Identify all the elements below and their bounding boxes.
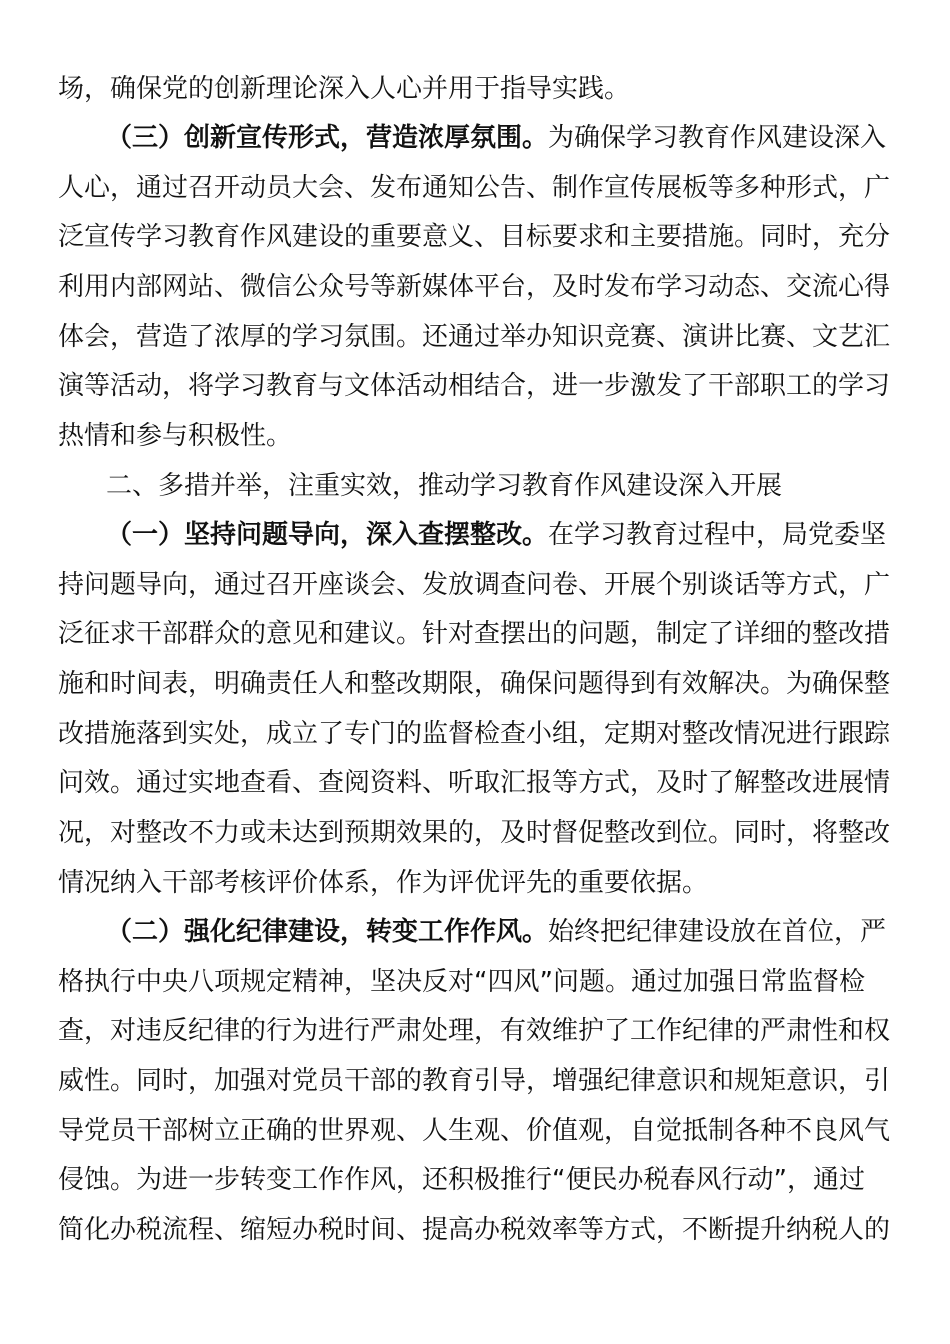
text-line: 持问题导向，通过召开座谈会、发放调查问卷、开展个别谈话等方式，广	[58, 570, 890, 600]
text-line: 场，确保党的创新理论深入人心并用于指导实践。	[58, 74, 631, 104]
text-line: 泛征求干部群众的意见和建议。针对查摆出的问题，制定了详细的整改措	[58, 619, 890, 649]
text-line: 泛宣传学习教育作风建设的重要意义、目标要求和主要措施。同时，充分	[58, 222, 890, 252]
text-line: 威性。同时，加强对党员干部的教育引导，增强纪律意识和规矩意识，引	[58, 1066, 890, 1096]
subsection-heading: （二）强化纪律建设，转变工作作风。	[106, 917, 549, 947]
text-line: 演等活动，将学习教育与文体活动相结合，进一步激发了干部职工的学习	[58, 371, 890, 401]
subsection-heading-line: （三）创新宣传形式，营造浓厚氛围。为确保学习教育作风建设深入	[106, 123, 887, 153]
text-line: 改措施落到实处，成立了专门的监督检查小组，定期对整改情况进行跟踪	[58, 719, 890, 749]
text-line: 导党员干部树立正确的世界观、人生观、价值观，自觉抵制各种不良风气	[58, 1116, 890, 1146]
text-line: 简化办税流程、缩短办税时间、提高办税效率等方式，不断提升纳税人的	[58, 1215, 890, 1245]
text-line: 利用内部网站、微信公众号等新媒体平台，及时发布学习动态、交流心得	[58, 272, 890, 302]
text-line: 情况纳入干部考核评价体系，作为评优评先的重要依据。	[58, 868, 709, 898]
text-line: 格执行中央八项规定精神，坚决反对“四风”问题。通过加强日常监督检	[58, 967, 865, 997]
subsection-heading: （一）坚持问题导向，深入查摆整改。	[106, 520, 549, 550]
text-line: 查，对违反纪律的行为进行严肃处理，有效维护了工作纪律的严肃性和权	[58, 1016, 890, 1046]
text-line: 体会，营造了浓厚的学习氛围。还通过举办知识竞赛、演讲比赛、文艺汇	[58, 322, 890, 352]
text-line: 施和时间表，明确责任人和整改期限，确保问题得到有效解决。为确保整	[58, 669, 890, 699]
text-line: 热情和参与积极性。	[58, 421, 293, 451]
text-line: 问效。通过实地查看、查阅资料、听取汇报等方式，及时了解整改进展情	[58, 768, 890, 798]
subsection-heading: （三）创新宣传形式，营造浓厚氛围。	[106, 123, 549, 153]
subsection-heading-line: （二）强化纪律建设，转变工作作风。始终把纪律建设放在首位，严	[106, 917, 887, 947]
text-line: 侵蚀。为进一步转变工作作风，还积极推行“便民办税春风行动”，通过	[58, 1165, 865, 1195]
section-heading: 二、多措并举，注重实效，推动学习教育作风建设深入开展	[106, 471, 783, 501]
subsection-heading-line: （一）坚持问题导向，深入查摆整改。在学习教育过程中，局党委坚	[106, 520, 887, 550]
text-line: 况，对整改不力或未达到预期效果的，及时督促整改到位。同时，将整改	[58, 818, 890, 848]
text-line: 人心，通过召开动员大会、发布通知公告、制作宣传展板等多种形式，广	[58, 173, 890, 203]
